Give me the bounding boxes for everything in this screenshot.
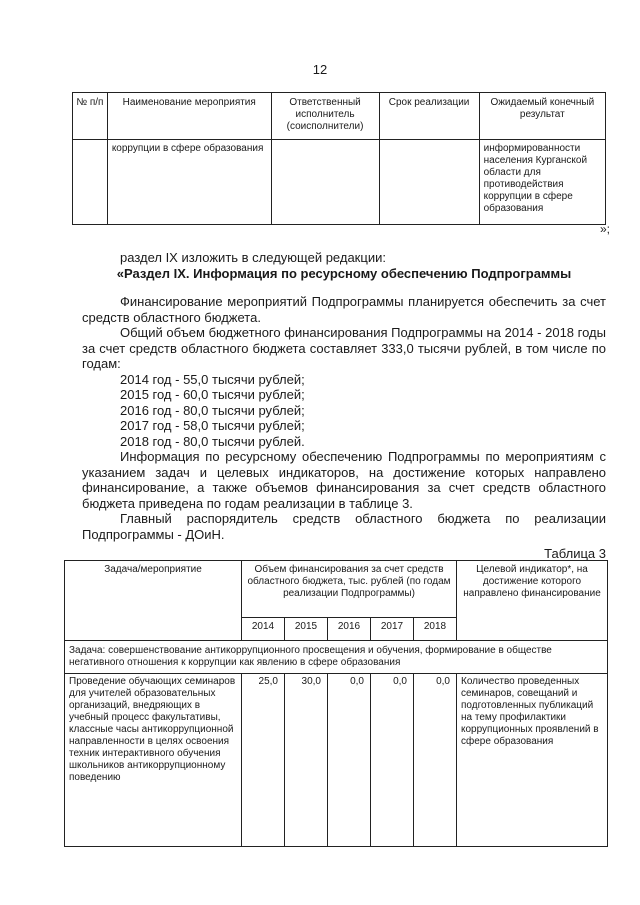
year-line-2015: 2015 год - 60,0 тысячи рублей; [120, 387, 305, 402]
cell-activity-name: коррупции в сфере образования [107, 140, 271, 225]
year-line-2017: 2017 год - 58,0 тысячи рублей; [120, 418, 305, 433]
financing-text [82, 294, 606, 542]
header-deadline: Срок реализации [379, 93, 479, 140]
activities-table [72, 92, 606, 225]
cell-expected-result: информированности населения Курганской области для противодействия коррупции в сфере образования [479, 140, 605, 225]
table-header-row [73, 93, 606, 140]
header-number: № п/п [73, 93, 108, 140]
table-row [73, 140, 606, 225]
section-intro-block [82, 250, 606, 281]
value-2016: 0,0 [328, 674, 371, 847]
year-2014: 2014 [242, 618, 285, 641]
task-description: Задача: совершенствование антикоррупционного просвещения и обучения, формирование в обществе негативного отношения к коррупции как явлению в сфере образования [65, 641, 608, 674]
paragraph-main-manager: Главный распорядитель средств областного бюджета по реализации Подпрограммы - ДОиН. [82, 511, 606, 542]
year-line-2014: 2014 год - 55,0 тысячи рублей; [120, 371, 305, 387]
table-row [65, 674, 608, 847]
activity-name: Проведение обучающих семинаров для учителей образовательных организаций, внедряющих в учебный процесс факультативы, классные часы антикоррупционной направленности в целях освоения техник интерактивного обучения школьников антикоррупционному поведению [65, 674, 242, 847]
header-volume: Объем финансирования за счет средств областного бюджета, тыс. рублей (по годам реализации Подпрограммы) [242, 561, 457, 618]
header-task: Задача/мероприятие [65, 561, 242, 641]
activity-indicator: Количество проведенных семинаров, совещаний и подготовленных публикаций на тему профилактики коррупционных проявлений в сфере образования [457, 674, 608, 847]
year-2018: 2018 [414, 618, 457, 641]
cell-deadline [379, 140, 479, 225]
task-row [65, 641, 608, 674]
value-2017: 0,0 [371, 674, 414, 847]
resource-table [64, 560, 608, 847]
paragraph-resource-info: Информация по ресурсному обеспечению Подпрограммы по мероприятиям с указанием задач и целевых индикаторов, на достижение которых направлено финансирование, а также объемов финансирования за счет средств областного бюджета приведена по годам реализации в таблице 3. [82, 449, 606, 511]
year-line-2016: 2016 год - 80,0 тысячи рублей; [120, 402, 305, 418]
value-2014: 25,0 [242, 674, 285, 847]
section-heading: «Раздел IX. Информация по ресурсному обеспечению Подпрограммы [116, 265, 572, 281]
cell-number [73, 140, 108, 225]
year-line-2018: 2018 год - 80,0 тысячи рублей. [120, 433, 305, 449]
paragraph-total-volume: Общий объем бюджетного финансирования Подпрограммы на 2014 - 2018 годы за счет средств областного бюджета составляет 333,0 тысячи рублей, в том числе по годам: [82, 325, 606, 371]
year-2015: 2015 [285, 618, 328, 641]
year-2017: 2017 [371, 618, 414, 641]
page-number: 12 [312, 62, 328, 77]
header-indicator: Целевой индикатор*, на достижение которого направлено финансирование [457, 561, 608, 641]
header-activity-name: Наименование мероприятия [107, 93, 271, 140]
value-2015: 30,0 [285, 674, 328, 847]
header-expected-result: Ожидаемый конечный результат [479, 93, 605, 140]
value-2018: 0,0 [414, 674, 457, 847]
intro-line: раздел IX изложить в следующей редакции: [120, 250, 386, 265]
cell-responsible [271, 140, 379, 225]
header-responsible: Ответственный исполнитель (соисполнители) [271, 93, 379, 140]
year-2016: 2016 [328, 618, 371, 641]
table-caption: Таблица 3 [544, 546, 606, 561]
closing-quote-mark: »; [599, 222, 610, 236]
table-header-row [65, 561, 608, 618]
paragraph-financing-source: Финансирование мероприятий Подпрограммы планируется обеспечить за счет средств областного бюджета. [82, 294, 606, 325]
